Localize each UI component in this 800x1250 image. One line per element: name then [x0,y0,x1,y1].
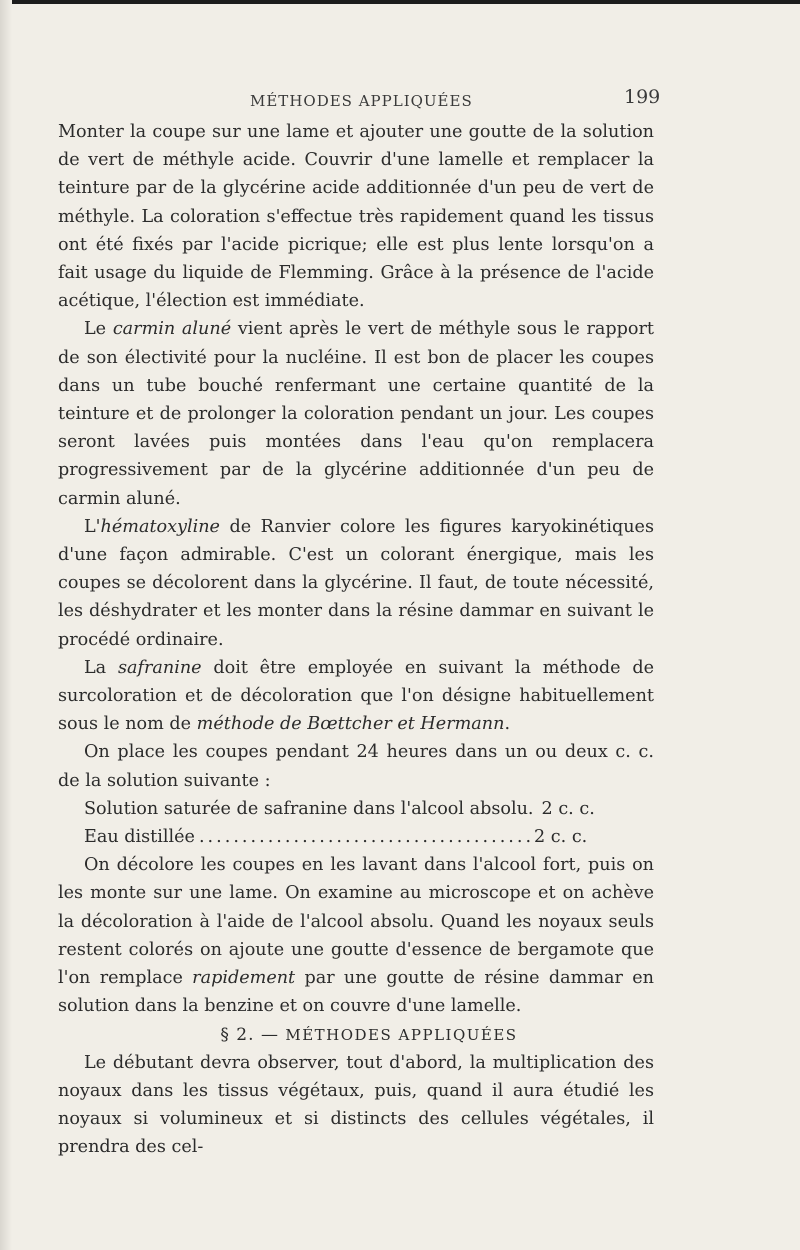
paragraph-text: doit être employée en suivant la méthode de surcoloration et de décoloration que l'on désigne habituellement sous le nom de [58,657,654,735]
running-title: MÉTHODES APPLIQUÉES [250,92,473,110]
paragraph-decoloration [58,851,654,1020]
recipe-ingredient: Eau distillée [84,827,195,848]
recipe-list [58,795,654,851]
term-hematoxyline: hématoxyline [100,516,220,537]
page-number: 199 [624,86,661,108]
recipe-quantity: 2 c. c. [541,798,595,819]
page-body [58,118,654,1162]
term-methode-boettcher-hermann: méthode de Bœttcher et Hermann [196,714,505,735]
dot-leader [199,823,530,851]
recipe-row [84,823,654,851]
term-safranine: safranine [117,657,202,678]
paragraph-lead: La [84,657,118,678]
section-heading [58,1021,654,1049]
paragraph-lead: Le [84,319,113,340]
paragraph-hematoxyline [58,513,654,654]
paragraph-text: de Ranvier colore les figures karyokinétiques d'une façon admirable. C'est un colorant énergique, mais les coupes se décolorent dans la glycérine. Il faut, de toute nécessité, les déshydrater et les monter dans la résine dammar en suivant le procédé ordinaire. [58,516,654,650]
section-title: MÉTHODES APPLIQUÉES [285,1025,518,1044]
paragraph-safranine [58,654,654,739]
paragraph-lead: L' [84,516,101,537]
running-header [0,86,800,116]
paragraph-carmin [58,315,654,512]
section-dash: — [260,1024,279,1045]
paragraph-lead: On décolore les coupes en les lavant dans l'alcool fort, puis on les monte sur une lame. On examine au microscope et on achève la décoloration à l'aide de l'alcool absolu. Quand les noyaux seuls restent colorés on ajoute une goutte d'essence de bergamote que l'on remplace [58,855,654,989]
term-rapidement: rapidement [192,968,296,989]
recipe-ingredient: Solution saturée de safranine dans l'alcool absolu. [84,798,534,819]
paragraph-1: Monter la coupe sur une lame et ajouter une goutte de la solution de vert de méthyle acide. Couvrir d'une lamelle et remplacer la teinture par de la glycérine acide additionnée d'un peu de vert de méthyle. La coloration s'effectue très rapidement quand les tissus ont été fixés par l'acide picrique; elle est plus lente lorsqu'on a fait usage du liquide de Flemming. Grâce à la présence de l'acide acétique, l'élection est immédiate. [58,122,654,312]
section-number: § 2. [220,1024,255,1045]
paragraph-end: . [504,714,511,735]
paragraph-text: vient après le vert de méthyle sous le rapport de son électivité pour la nucléine. Il est bon de placer les coupes dans un tube bouché renfermant une certaine quantité de la teinture et de prolonger la coloration pendant un jour. Les coupes seront lavées puis montées dans l'eau qu'on remplacera progressivement par de la glycérine additionnée d'un peu de carmin aluné. [58,319,654,509]
top-border-rule [0,0,800,4]
page-gutter-shadow [0,0,12,1250]
recipe-quantity: 2 c. c. [534,827,588,848]
term-carmin-alune: carmin aluné [112,319,232,340]
recipe-row [84,795,654,823]
paragraph-debutant: Le débutant devra observer, tout d'abord, la multiplication des noyaux dans les tissus végétaux, puis, quand il aura étudié les noyaux si volumineux et si distincts des cellules végétales, il prendra des cel- [58,1052,654,1158]
paragraph-solution-intro: On place les coupes pendant 24 heures dans un ou deux c. c. de la solution suivante : [58,742,654,791]
paragraph-text: par une goutte de résine dammar en solution dans la benzine et on couvre d'une lamelle. [58,968,654,1017]
